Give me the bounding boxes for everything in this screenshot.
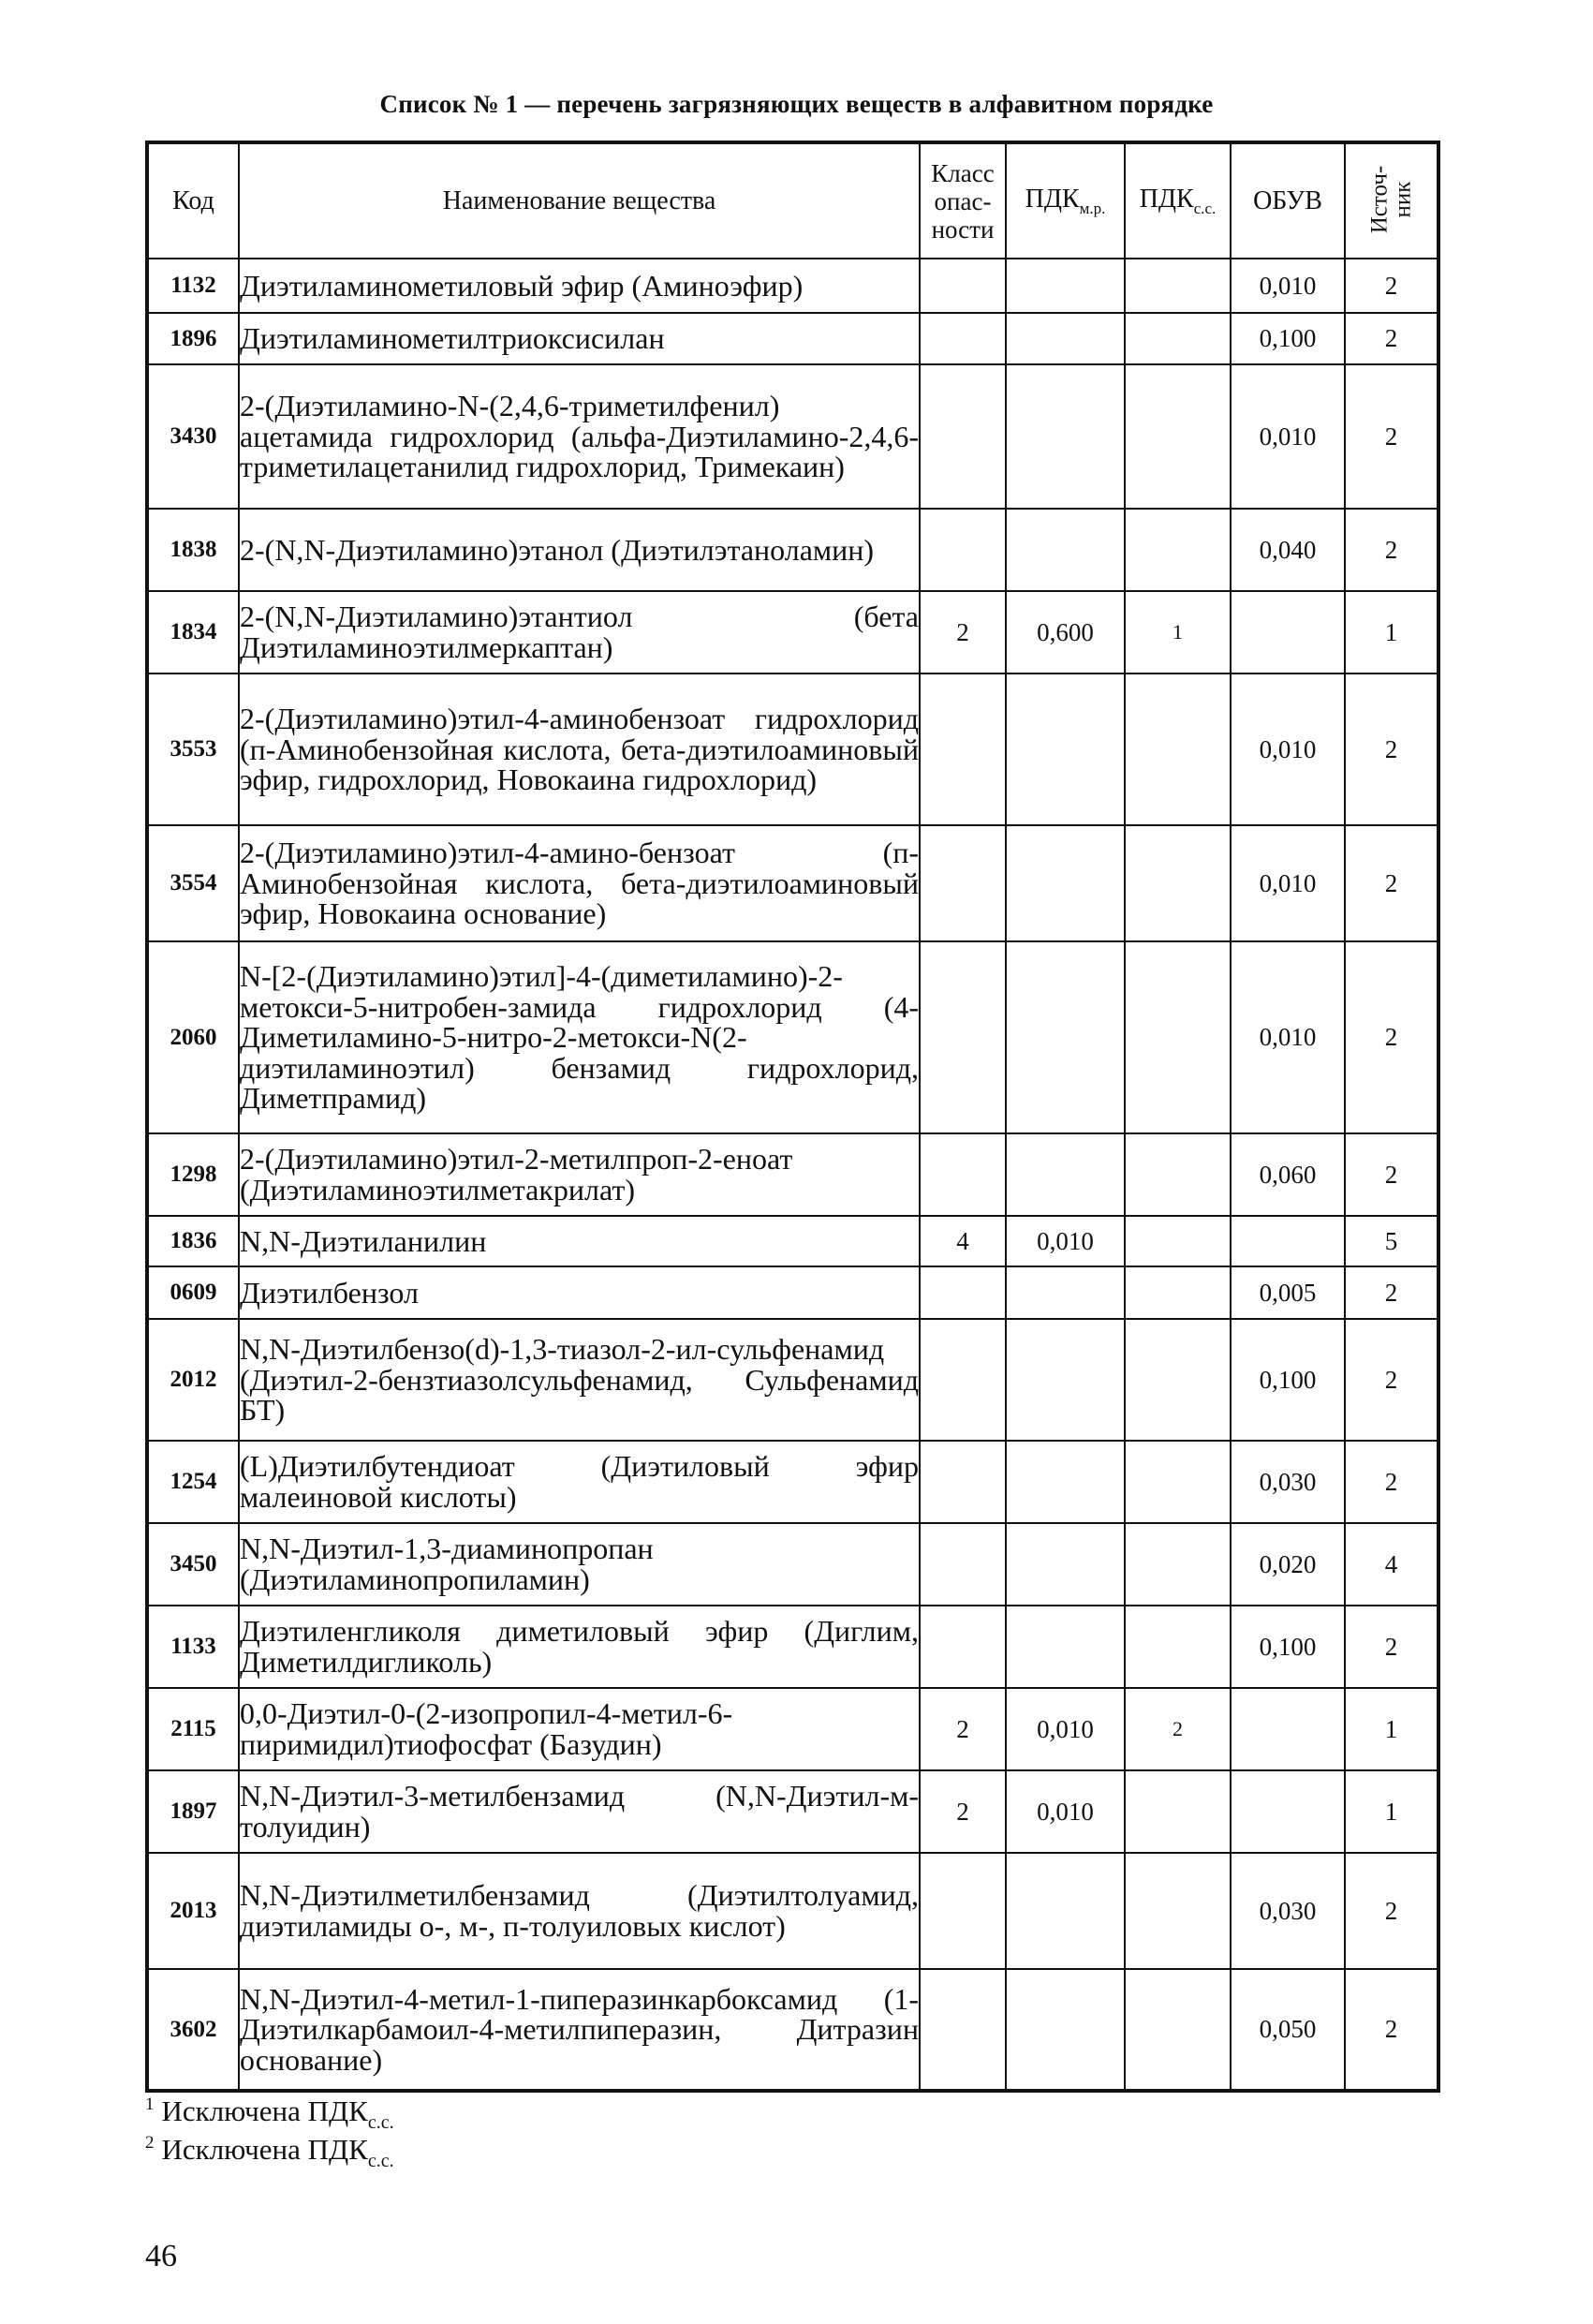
header-class-line: Класс: [931, 158, 995, 187]
cell-pdk-ss: [1125, 1216, 1231, 1266]
cell-pdk-mr: [1006, 1319, 1125, 1441]
cell-name: (L)Диэтилбутендиоат (Диэтиловый эфир малеиновой кислоты): [239, 1441, 920, 1523]
cell-class: [920, 509, 1006, 591]
cell-pdk-ss: [1125, 1133, 1231, 1216]
cell-class: [920, 1441, 1006, 1523]
header-pdk-mr-main: ПДК: [1025, 185, 1080, 214]
cell-source: 2: [1345, 364, 1438, 509]
table-row: [147, 1606, 1438, 1688]
cell-source: 5: [1345, 1216, 1438, 1266]
table-row: [147, 364, 1438, 509]
cell-source: 4: [1345, 1523, 1438, 1606]
cell-pdk-ss: [1125, 1441, 1231, 1523]
cell-class: [920, 364, 1006, 509]
cell-source: 2: [1345, 1969, 1438, 2091]
cell-name: 2-(N,N-Диэтиламино)этантиол (бета Диэтиламиноэтилмеркаптан): [239, 591, 920, 674]
cell-obuv: [1231, 1688, 1345, 1770]
cell-pdk-ss: [1125, 1853, 1231, 1969]
cell-class: 4: [920, 1216, 1006, 1266]
cell-class: [920, 674, 1006, 825]
cell-obuv: 0,010: [1231, 259, 1345, 313]
cell-pdk-mr: [1006, 1606, 1125, 1688]
cell-pdk-mr: [1006, 1441, 1125, 1523]
cell-pdk-ss: [1125, 1266, 1231, 1319]
header-pdk-mr: [1006, 142, 1125, 259]
table-row: [147, 1969, 1438, 2091]
cell-obuv: 0,010: [1231, 364, 1345, 509]
table-row: [147, 1266, 1438, 1319]
cell-kod: 0609: [147, 1266, 239, 1319]
cell-class: [920, 825, 1006, 941]
cell-pdk-ss: [1125, 1969, 1231, 2091]
cell-obuv: [1231, 591, 1345, 674]
footnote-mark: 1: [145, 2095, 155, 2114]
cell-source: 2: [1345, 1853, 1438, 1969]
cell-class: [920, 1606, 1006, 1688]
header-class-line: ности: [931, 215, 995, 244]
cell-name: 2-(Диэтиламино)этил-4-амино-бензоат (п-Аминобензойная кислота, бета-диэтилоаминовый эфир, Новокаина основание): [239, 825, 920, 941]
cell-obuv: 0,100: [1231, 1606, 1345, 1688]
cell-pdk-ss: [1125, 1319, 1231, 1441]
cell-pdk-ss: [1125, 259, 1231, 313]
cell-pdk-mr: [1006, 1969, 1125, 2091]
cell-pdk-mr: [1006, 364, 1125, 509]
table-row: [147, 1770, 1438, 1853]
cell-pdk-ss: [1125, 364, 1231, 509]
cell-class: [920, 1319, 1006, 1441]
header-source: [1345, 142, 1438, 259]
cell-obuv: 0,060: [1231, 1133, 1345, 1216]
cell-obuv: [1231, 1770, 1345, 1853]
cell-name: N,N-Диэтил-4-метил-1-пиперазинкарбоксамид (1-Диэтилкарбамоил-4-метилпиперазин, Дитразин основание): [239, 1969, 920, 2091]
cell-name: N,N-Диэтиланилин: [239, 1216, 920, 1266]
cell-name: 2-(Диэтиламино-N-(2,4,6-триметилфенил) ацетамида гидрохлорид (альфа-Диэтиламино-2,4,6-триметилацетанилид гидрохлорид, Тримекаин): [239, 364, 920, 509]
header-pdk-ss: [1125, 142, 1231, 259]
table-row: [147, 591, 1438, 674]
cell-pdk-mr: [1006, 941, 1125, 1133]
cell-pdk-mr: [1006, 259, 1125, 313]
cell-source: 2: [1345, 1606, 1438, 1688]
cell-name: 2-(Диэтиламино)этил-2-метилпроп-2-еноат (Диэтиламиноэтилметакрилат): [239, 1133, 920, 1216]
cell-pdk-mr: [1006, 674, 1125, 825]
cell-name: N-[2-(Диэтиламино)этил]-4-(диметиламино)-2-метокси-5-нитробен-замида гидрохлорид (4-Диметиламино-5-нитро-2-метокси-N(2-диэтиламиноэтил) бензамид гидрохлорид, Диметпрамид): [239, 941, 920, 1133]
cell-pdk-mr: 0,010: [1006, 1216, 1125, 1266]
cell-pdk-mr: [1006, 1853, 1125, 1969]
substances-table: [145, 141, 1440, 2093]
table-row: [147, 1853, 1438, 1969]
table-row: [147, 1319, 1438, 1441]
cell-kod: 3553: [147, 674, 239, 825]
cell-obuv: [1231, 1216, 1345, 1266]
cell-name: N,N-Диэтил-1,3-диаминопропан (Диэтиламинопропиламин): [239, 1523, 920, 1606]
cell-name: 0,0-Диэтил-0-(2-изопропил-4-метил-6-пиримидил)тиофосфат (Базудин): [239, 1688, 920, 1770]
header-pdk-ss-sub: с.с.: [1193, 200, 1217, 217]
cell-source: 2: [1345, 941, 1438, 1133]
table-row: [147, 1523, 1438, 1606]
cell-class: [920, 1133, 1006, 1216]
cell-obuv: 0,010: [1231, 825, 1345, 941]
cell-obuv: 0,020: [1231, 1523, 1345, 1606]
cell-pdk-ss: [1125, 825, 1231, 941]
cell-source: 2: [1345, 1319, 1438, 1441]
cell-obuv: 0,100: [1231, 1319, 1345, 1441]
cell-kod: 3450: [147, 1523, 239, 1606]
table-row: [147, 674, 1438, 825]
table-row: [147, 1688, 1438, 1770]
cell-pdk-mr: 0,010: [1006, 1688, 1125, 1770]
cell-source: 2: [1345, 825, 1438, 941]
cell-obuv: 0,005: [1231, 1266, 1345, 1319]
cell-pdk-mr: 0,010: [1006, 1770, 1125, 1853]
cell-source: 1: [1345, 591, 1438, 674]
cell-obuv: 0,010: [1231, 941, 1345, 1133]
header-pdk-ss-main: ПДК: [1139, 185, 1194, 214]
cell-kod: 2012: [147, 1319, 239, 1441]
cell-pdk-ss: [1125, 674, 1231, 825]
footnote: [145, 2129, 394, 2171]
cell-kod: 1838: [147, 509, 239, 591]
cell-name: Диэтиламинометиловый эфир (Аминоэфир): [239, 259, 920, 313]
cell-name: N,N-Диэтилбензо(d)-1,3-тиазол-2-ил-сульфенамид (Диэтил-2-бензтиазолсульфенамид, Сульфенамид БТ): [239, 1319, 920, 1441]
table-row: [147, 941, 1438, 1133]
cell-source: 1: [1345, 1770, 1438, 1853]
cell-kod: 2013: [147, 1853, 239, 1969]
cell-pdk-ss: [1125, 1523, 1231, 1606]
header-obuv: ОБУВ: [1231, 142, 1345, 259]
cell-class: [920, 1523, 1006, 1606]
cell-pdk-mr: [1006, 1133, 1125, 1216]
cell-kod: 2115: [147, 1688, 239, 1770]
table-row: [147, 259, 1438, 313]
cell-kod: 1133: [147, 1606, 239, 1688]
cell-name: Диэтилбензол: [239, 1266, 920, 1319]
footnote-mark: 2: [145, 2133, 155, 2153]
header-class-line: опас-: [934, 186, 992, 215]
header-name: Наименование вещества: [239, 142, 920, 259]
cell-obuv: 0,100: [1231, 313, 1345, 364]
cell-pdk-mr: 0,600: [1006, 591, 1125, 674]
header-source-rotated: [1368, 166, 1415, 234]
table-header-row: [147, 142, 1438, 259]
page-title: Список № 1 — перечень загрязняющих веществ в алфавитном порядке: [379, 90, 1214, 118]
cell-pdk-mr: [1006, 313, 1125, 364]
cell-pdk-ss: [1125, 313, 1231, 364]
table-row: [147, 1133, 1438, 1216]
cell-class: [920, 313, 1006, 364]
cell-pdk-ss: [1125, 1606, 1231, 1688]
header-pdk-mr-sub: м.р.: [1079, 200, 1106, 217]
cell-source: 2: [1345, 313, 1438, 364]
cell-class: [920, 1266, 1006, 1319]
table-row: [147, 509, 1438, 591]
cell-obuv: 0,040: [1231, 509, 1345, 591]
cell-kod: 1897: [147, 1770, 239, 1853]
header-source-line: Источ-: [1366, 165, 1393, 234]
cell-kod: 1836: [147, 1216, 239, 1266]
cell-kod: 3430: [147, 364, 239, 509]
cell-pdk-ss: [1125, 509, 1231, 591]
cell-kod: 1132: [147, 259, 239, 313]
cell-pdk-ss: 2: [1125, 1688, 1231, 1770]
cell-source: 2: [1345, 674, 1438, 825]
footnote-text: Исключена ПДК: [161, 2095, 368, 2127]
cell-class: [920, 1853, 1006, 1969]
cell-kod: 3602: [147, 1969, 239, 2091]
cell-pdk-mr: [1006, 1523, 1125, 1606]
footnote-sub: с.с.: [367, 2112, 394, 2133]
cell-obuv: 0,010: [1231, 674, 1345, 825]
cell-obuv: 0,030: [1231, 1441, 1345, 1523]
cell-class: 2: [920, 1688, 1006, 1770]
cell-source: 2: [1345, 1441, 1438, 1523]
footnote-sub: с.с.: [367, 2151, 394, 2171]
cell-pdk-ss: [1125, 941, 1231, 1133]
cell-name: Диэтиламинометилтриоксисилан: [239, 313, 920, 364]
table-row: [147, 1216, 1438, 1266]
cell-kod: 2060: [147, 941, 239, 1133]
header-source-line: ник: [1390, 181, 1416, 218]
cell-source: 2: [1345, 509, 1438, 591]
cell-name: Диэтиленгликоля диметиловый эфир (Диглим, Диметилдигликоль): [239, 1606, 920, 1688]
cell-kod: 3554: [147, 825, 239, 941]
cell-pdk-mr: [1006, 825, 1125, 941]
footnote: [145, 2091, 394, 2133]
cell-class: 2: [920, 1770, 1006, 1853]
cell-name: 2-(Диэтиламино)этил-4-аминобензоат гидрохлорид (п-Аминобензойная кислота, бета-диэтилоаминовый эфир, гидрохлорид, Новокаина гидрохлорид): [239, 674, 920, 825]
header-kod: Код: [147, 142, 239, 259]
cell-name: N,N-Диэтилметилбензамид (Диэтилтолуамид, диэтиламиды о-, м-, п-толуиловых кислот): [239, 1853, 920, 1969]
header-class: [920, 142, 1006, 259]
cell-name: 2-(N,N-Диэтиламино)этанол (Диэтилэтаноламин): [239, 509, 920, 591]
cell-obuv: 0,030: [1231, 1853, 1345, 1969]
cell-name: N,N-Диэтил-3-метилбензамид (N,N-Диэтил-м-толуидин): [239, 1770, 920, 1853]
cell-pdk-ss: 1: [1125, 591, 1231, 674]
cell-source: 2: [1345, 1266, 1438, 1319]
cell-source: 1: [1345, 1688, 1438, 1770]
cell-kod: 1254: [147, 1441, 239, 1523]
cell-class: [920, 1969, 1006, 2091]
cell-pdk-mr: [1006, 509, 1125, 591]
footnote-text: Исключена ПДК: [161, 2133, 368, 2166]
cell-class: 2: [920, 591, 1006, 674]
cell-pdk-mr: [1006, 1266, 1125, 1319]
cell-kod: 1896: [147, 313, 239, 364]
page-number: 46: [145, 2239, 177, 2273]
footnotes: [145, 2091, 394, 2171]
cell-kod: 1298: [147, 1133, 239, 1216]
cell-pdk-ss: [1125, 1770, 1231, 1853]
cell-class: [920, 259, 1006, 313]
cell-class: [920, 941, 1006, 1133]
cell-source: 2: [1345, 1133, 1438, 1216]
cell-source: 2: [1345, 259, 1438, 313]
cell-obuv: 0,050: [1231, 1969, 1345, 2091]
table-row: [147, 313, 1438, 364]
cell-kod: 1834: [147, 591, 239, 674]
table-row: [147, 825, 1438, 941]
table-row: [147, 1441, 1438, 1523]
